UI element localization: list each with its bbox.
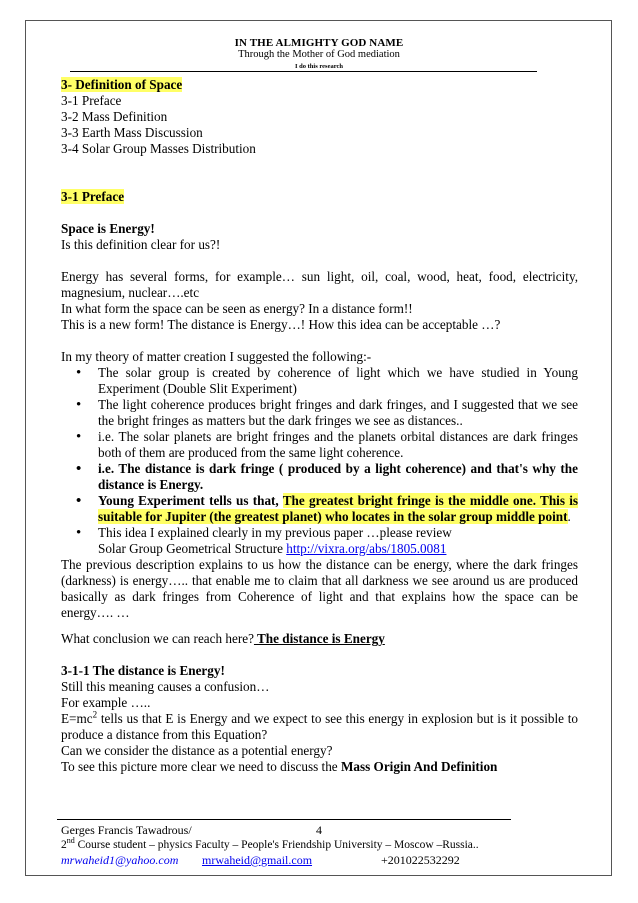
toc-item: 3-1 Preface [61,93,122,108]
footer-rule [57,819,511,820]
toc-item: 3-4 Solar Group Masses Distribution [61,141,256,156]
header-note: I do this research [295,63,343,70]
toc-heading: 3- Definition of Space [61,77,183,92]
conclusion-answer: The distance is Energy [253,631,385,646]
toc-item: 3-3 Earth Mass Discussion [61,125,203,140]
footer-author: Gerges Francis Tawadrous/ [61,823,192,837]
page-number: 4 [316,823,322,837]
bullet-item: • Young Experiment tells us that, The greatest bright fringe is the middle one. This is suitable for Jupiter (the greatest planet) who locates in the solar group middle point. [98,493,578,525]
header-rule [70,71,537,72]
footer [61,823,591,868]
theory-bullet-list [61,365,578,557]
paragraph-energy-forms: Energy has several forms, for example… sun light, oil, coal, wood, heat, food, electricity, magnesium, nuclear….etc [61,269,578,300]
footer-course: 2nd Course student – physics Faculty – People's Friendship University – Moscow –Russia.. [61,836,479,851]
bullet-item: • This idea I explained clearly in my previous paper …please review Solar Group Geometrical Structure http://vixra.org/abs/1805.0081 [98,525,578,557]
highlighted-text: The greatest bright fringe is the middle one. This is suitable for Jupiter (the greatest planet) who locates in the solar group middle point [98,493,578,524]
bullet-item: • The light coherence produces bright fringes and dark fringes, and I suggested that we see the bright fringes as matters but the dark fringes we see as distances.. [98,397,578,429]
phone-number: +201022532292 [381,853,460,867]
header-subtitle: Through the Mother of God mediation [238,49,400,60]
bullet-item: • i.e. The solar planets are bright fringes and the planets orbital distances are dark fringes both of them are produced from the same light coherence. [98,429,578,461]
paragraph-description: The previous description explains to us how the distance can be energy, where the dark fringes (darkness) is energy….. that enable me to claim that all darkness we see around us are produced basically as dark fringes from Coherence of light and that explains how the space can be energy…. … [61,557,578,620]
section-heading-311: 3-1-1 The distance is Energy! [61,663,225,678]
preface-heading: 3-1 Preface [61,189,125,204]
bullet-item: • The solar group is created by coherence of light which we have studied in Young Experiment (Double Slit Experiment) [98,365,578,397]
email-gmail[interactable]: mrwaheid@gmail.com [202,853,313,867]
header-title: IN THE ALMIGHTY GOD NAME [234,37,404,49]
confusion-line: Still this meaning causes a confusion… [61,679,270,694]
equation-paragraph: $E=mc^2$ tells us that E is Energy and we expect to see this energy in explosion but is it possible to produce a distance from this Equation? [61,709,578,742]
example-line: For example ….. [61,695,151,710]
bold-statement: Space is Energy! [61,221,155,236]
potential-energy-line: Can we consider the distance as a potential energy? [61,743,333,758]
conclusion-line: What conclusion we can reach here? The distance is Energy [61,631,385,646]
paragraph-space-energy: In what form the space can be seen as energy? In a distance form!! [61,301,413,316]
mass-origin-line: To see this picture more clear we need to discuss the Mass Origin And Definition [61,759,498,774]
vixra-link[interactable]: http://vixra.org/abs/1805.0081 [286,541,447,556]
bullet-item: • i.e. The distance is dark fringe ( produced by a light coherence) and that's why the distance is Energy. [98,461,578,493]
document-body [61,77,578,775]
paragraph-new-form: This is a new form! The distance is Energy…! How this idea can be acceptable …? [61,317,501,332]
toc-item: 3-2 Mass Definition [61,109,168,124]
question-line: Is this definition clear for us?! [61,237,221,252]
theory-intro: In my theory of matter creation I suggested the following:- [61,349,372,364]
email-yahoo[interactable]: mrwaheid1@yahoo.com [61,853,179,867]
